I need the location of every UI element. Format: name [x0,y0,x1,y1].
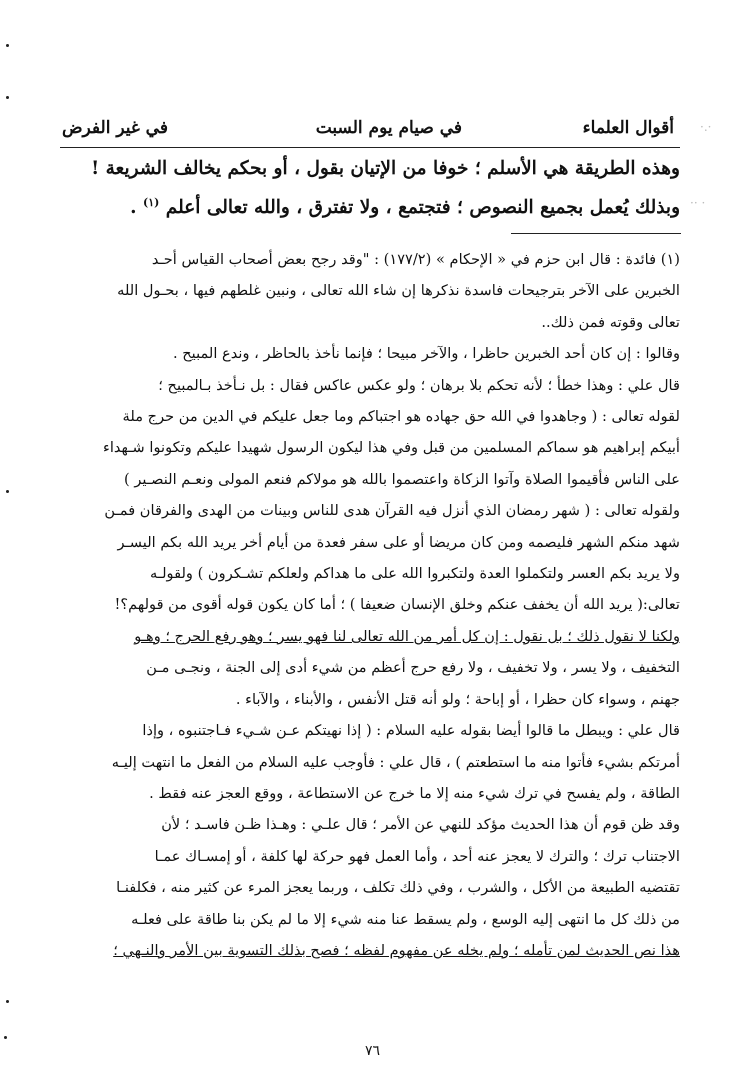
main-paragraph [60,152,680,225]
main-line-1: وهذه الطريقة هي الأسلم ؛ خوفا من الإتيان بقول ، أو بحكم يخالف الشريعة ! [91,158,680,179]
footnote-line-21: تقتضيه الطبيعة من الأكل ، والشرب ، وفي ذلك تكلف ، وربما يعجز المرء عن كثير منه ، فكلفنـا [116,879,680,897]
footnote-block [58,244,680,966]
footnote-line-17: أمرتكم بشيء فأتوا منه ما استطعتم ) ، قال علي : فأوجب عليه السلام من الفعل ما انتهت إليـه [111,753,680,771]
scan-smudge: ·.· [700,120,712,134]
header-center-title: في صيام يوم السبت [315,118,462,138]
footnote-line-13: ولكنا لا نقول ذلك ؛ بل نقول : إن كل أمر من الله تعالى لنا فهو يسر ؛ وهو رفع الحرج ؛ وهـو [134,627,680,645]
scan-speck [6,96,9,99]
footnote-line-16: قال علي : ويبطل ما قالوا أيضا بقوله عليه السلام : ( إذا نهيتكم عـن شـيء فـاجتنبوه ، وإذا [142,722,680,740]
footnote-line-6: لقوله تعالى : ( وجاهدوا في الله حق جهاده هو اجتباكم وما جعل عليكم في الدين من حرج ملة [122,408,680,426]
header-left-title: في غير الفرض [62,118,168,138]
footnote-line-11: ولا يريد بكم العسر ولتكملوا العدة ولتكبروا الله على ما هداكم ولعلكم تشـكرون ) ولقولـه [150,565,680,583]
footnote-line-23: هذا نص الحديث لمن تأمله ؛ ولم يخله عن مفهوم لفظه ؛ فصح بذلك التسوية بين الأمر والنـهي ؛ [113,941,680,959]
footnote-line-5: قال علي : وهذا خطأ ؛ لأنه تحكم بلا برهان ؛ ولو عكس عاكس فقال : بل نـأخذ بـالمبيح ؛ [158,376,680,394]
footnote-marker: (١) [142,196,160,209]
scan-speck [6,44,9,47]
scan-speck [6,1000,9,1003]
main-line-2: وبذلك يُعمل بجميع النصوص ؛ فتجتمع ، ولا تفترق ، والله تعالى أعلم $^{(١)}$ . [130,196,680,219]
footnote-separator [511,233,681,234]
footnote-line-4: وقالوا : إن كان أحد الخبرين حاظرا ، والآخر مبيحا ؛ فإنما نأخذ بالحاظر ، وندع المبيح . [172,345,680,363]
footnote-line-8: على الناس فأقيموا الصلاة وآتوا الزكاة واعتصموا بالله هو مولاكم فنعم المولى ونعـم النصـير ) [124,470,680,488]
header-right-title: أقوال العلماء [582,118,674,138]
scan-smudge: ·· · [690,196,706,210]
footnote-line-12: تعالى:( يريد الله أن يخفف عنكم وخلق الإنسان ضعيفا ) ؛ أما كان يكون قوله أقوى من قولهم؟! [114,596,680,614]
main-line-2-text: وبذلك يُعمل بجميع النصوص ؛ فتجتمع ، ولا تفترق ، والله تعالى أعلم [165,197,680,219]
running-header [62,118,674,146]
scan-speck [4,1036,7,1039]
footnote-line-9: ولقوله تعالى : ( شهر رمضان الذي أنزل فيه القرآن هدى للناس وبينات من الهدى والفرقان فمـن [104,502,680,520]
footnote-line-15: جهنم ، وسواء كان حظرا ، أو إباحة ؛ ولو أنه قتل الأنفس ، والأبناء ، والآباء . [235,690,680,708]
scan-speck [6,490,9,493]
footnote-line-22: من ذلك كل ما انتهى إليه الوسع ، ولم يسقط عنا منه شيء إلا ما لم يكن بنا طاقة على فعلـه [131,910,680,928]
footnote-line-19: وقد ظن قوم أن هذا الحديث مؤكد للنهي عن الأمر ؛ قال علـي : وهـذا ظـن فاسـد ؛ لأن [161,816,680,834]
footnote-line-7: أبيكم إبراهيم هو سماكم المسلمين من قبل وفي هذا ليكون الرسول شهيدا عليكم وتكونوا شـهداء [102,439,680,457]
footnote-line-18: الطاقة ، ولم يفسح في ترك شيء منه إلا ما خرج عن الاستطاعة ، ووقع العجز عنه فقط . [149,784,680,802]
footnote-line-10: شهد منكم الشهر فليصمه ومن كان مريضا أو على سفر فعدة من أيام أخر يريد الله بكم اليسـر [117,533,680,551]
page-number: ٧٦ [364,1043,381,1059]
footnote-line-3: تعالى وقوته فمن ذلك.. [541,313,680,331]
footnote-line-14: التخفيف ، ولا يسر ، ولا تخفيف ، ولا رفع حرج أعظم من شيء أدى إلى الجنة ، ونجـى مـن [146,659,680,677]
footnote-line-20: الاجتناب ترك ؛ والترك لا يعجز عنه أحد ، وأما العمل فهو حركة لها كلفة ، أو إمسـاك عمـا [154,847,680,865]
footnote-line-2: الخبرين على الآخر بترجيحات فاسدة نذكرها إن شاء الله تعالى ، ونبين غلطهم فيها ، بحـول الله [117,282,680,300]
header-rule [60,147,680,148]
footnote-line-1: (١) فائدة : قال ابن حزم في « الإحكام » (١٧٧/٢) : "وقد رجح بعض أصحاب القياس أحـد [151,251,680,268]
